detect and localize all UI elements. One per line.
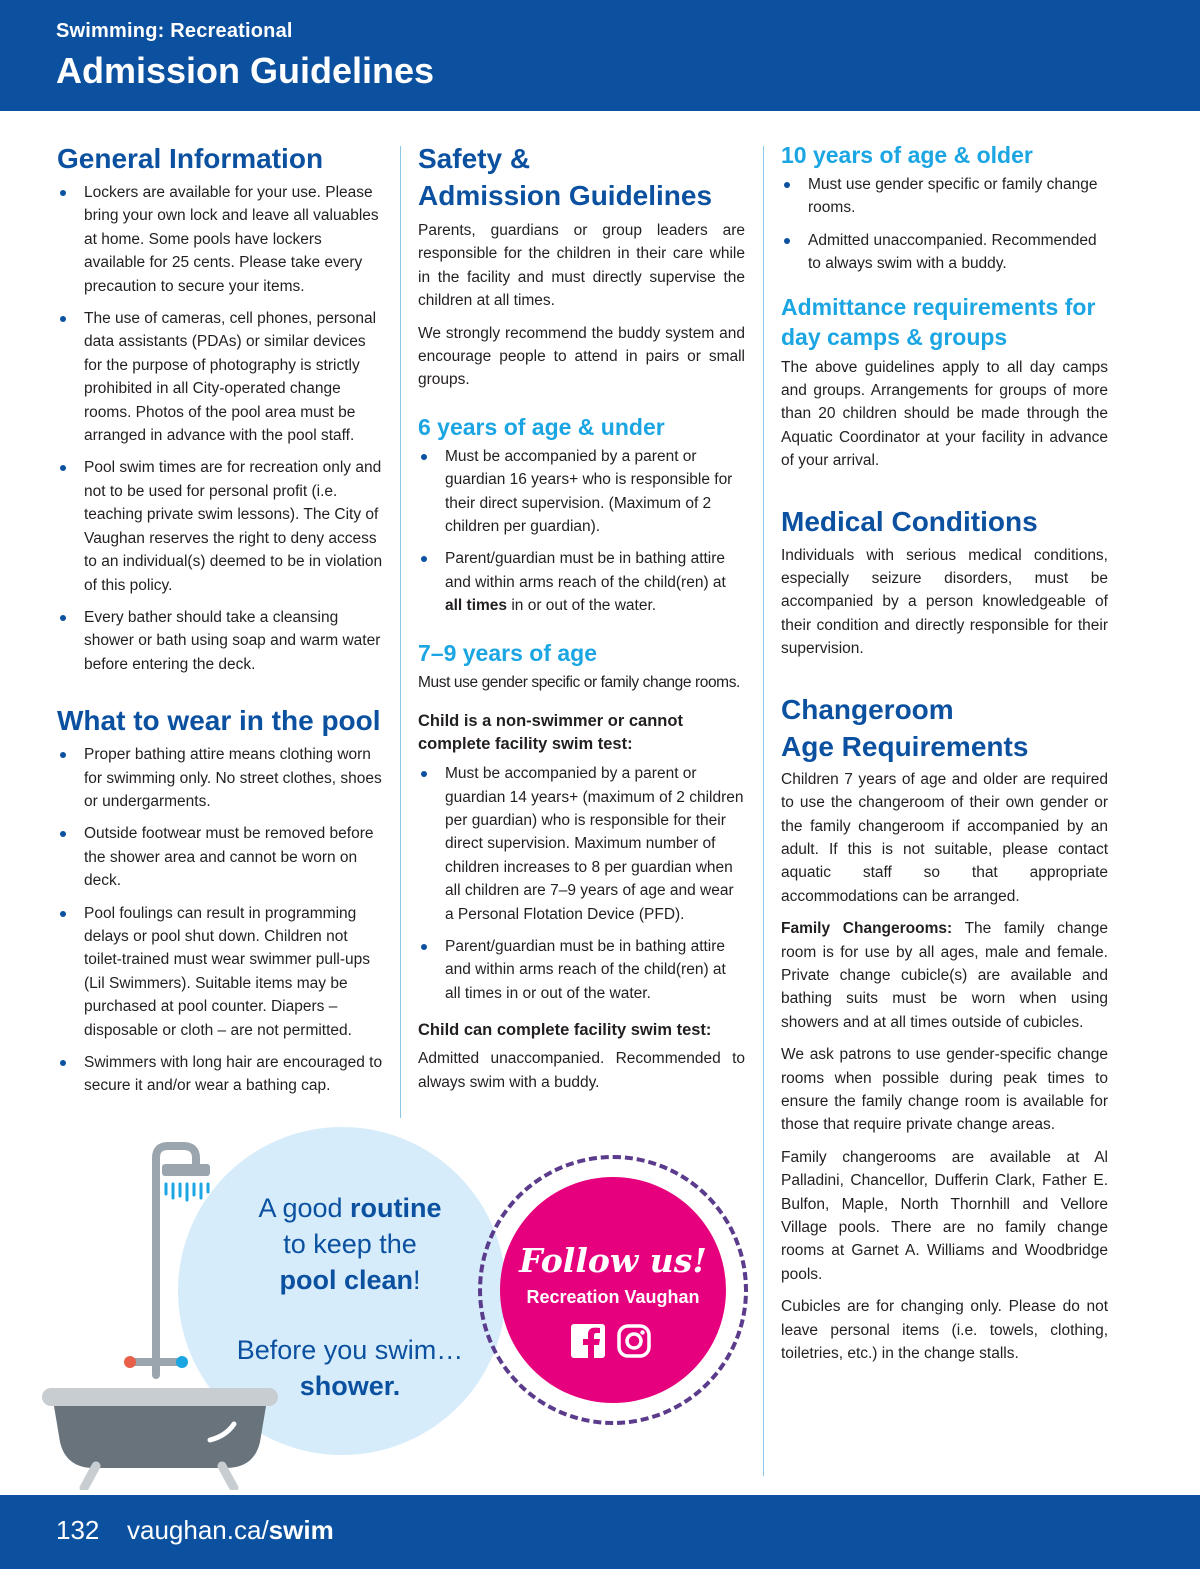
page-footer [0, 1495, 1200, 1569]
list-item: Lockers are available for your use. Please bring your own lock and leave all valuables at home. Some pools have lockers available for 25 cents. Please take every precaution to secure your items. [57, 181, 387, 298]
safety-heading-line1: Safety & [418, 143, 531, 174]
instagram-icon[interactable] [616, 1323, 652, 1359]
footer-url[interactable] [127, 1515, 334, 1546]
page-header [0, 0, 1200, 111]
list-item: Every bather should take a cleansing shower or bath using soap and warm water before entering the deck. [57, 606, 387, 676]
page-title: Admission Guidelines [56, 50, 435, 91]
promo-line: to keep the [283, 1229, 417, 1259]
follow-us-org: Recreation Vaughan [526, 1287, 700, 1307]
non-swimmer-list [418, 762, 745, 1005]
camps-heading [781, 292, 1108, 352]
column-divider [400, 146, 401, 1118]
facebook-icon[interactable] [570, 1323, 606, 1359]
what-to-wear-heading: What to wear in the pool [57, 705, 381, 737]
buddy-paragraph: We strongly recommend the buddy system and encourage people to attend in pairs or small groups. [418, 324, 745, 389]
list-item: The use of cameras, cell phones, personal data assistants (PDAs) or similar devices for the purpose of photography is strictly prohibited in all City-operated change rooms. Photos of the pool area must be arranged in advance with the pool staff. [57, 307, 387, 447]
promo-message [200, 1190, 500, 1404]
list-item: Must use gender specific or family change rooms. [781, 173, 1108, 220]
safety-heading-line2: Admission Guidelines [418, 180, 713, 211]
follow-us-title: Follow us! [519, 1241, 707, 1280]
promo-text: A good [258, 1193, 351, 1223]
seven-nine-heading: 7–9 years of age [418, 639, 598, 666]
column-left [57, 140, 387, 1107]
safety-paragraph: Parents, guardians or group leaders are responsible for the children in their care while in the facility and must directly supervise the children at all times. [418, 222, 745, 310]
promo-line [200, 1262, 500, 1298]
list-item [418, 547, 745, 617]
promo-line: Before you swim… [236, 1335, 464, 1365]
family-changeroom-label: Family Changerooms: [781, 920, 953, 938]
peak-times-paragraph: We ask patrons to use gender-specific change rooms when possible during peak times to ensure the family change room is available for those that require private change areas. [781, 1046, 1108, 1134]
list-item: Outside footwear must be removed before the shower area and cannot be worn on deck. [57, 822, 387, 892]
list-item: Must be accompanied by a parent or guardian 14 years+ (maximum of 2 children per guardian) who is responsible for their direct supervision. Maximum number of children increases to 8 per guardian when all children are 7–9 years of age and wear a Personal Flotation Device (PFD). [418, 762, 745, 926]
cubicles-paragraph: Cubicles are for changing only. Please do not leave personal items (i.e. towels, clothing, toiletries, etc.) in the change stalls. [781, 1298, 1108, 1363]
promo-text-bold: pool clean [279, 1265, 413, 1295]
what-to-wear-list [57, 743, 387, 1098]
promo-text-bold: routine [350, 1193, 442, 1223]
swimmer-paragraph: Admitted unaccompanied. Recommended to always swim with a buddy. [418, 1050, 745, 1091]
medical-heading: Medical Conditions [781, 505, 1038, 537]
list-item: Pool swim times are for recreation only and not to be used for personal profit (i.e. teaching private swim lessons). The City of Vaughan reserves the right to deny access to an individual(s) deemed to be in violation of this policy. [57, 456, 387, 596]
emphasis-text: all times [445, 597, 508, 615]
promo-line [200, 1190, 500, 1226]
column-divider [763, 146, 764, 1476]
ten-older-heading: 10 years of age & older [781, 142, 1033, 168]
changeroom-heading-line1: Changeroom [781, 693, 954, 725]
medical-paragraph: Individuals with serious medical conditions, especially seizure disorders, must be accompanied by a person knowledgeable of their condition and directly responsible for their supervision. [781, 546, 1108, 658]
list-item: Proper bathing attire means clothing worn for swimming only. No street clothes, shoes or undergarments. [57, 743, 387, 813]
swimmer-subheading: Child can complete facility swim test: [418, 1021, 712, 1040]
promo-line: shower. [299, 1371, 401, 1401]
footer-url-domain: vaughan.ca/ [127, 1515, 269, 1545]
safety-heading [418, 140, 745, 214]
list-item: Must be accompanied by a parent or guardian 16 years+ who is responsible for their direct supervision. (Maximum of 2 children per guardian). [418, 445, 745, 539]
promo-text: ! [413, 1265, 421, 1295]
list-item-text: Parent/guardian must be in bathing attire and within arms reach of the child(ren) at [445, 550, 726, 591]
footer-url-path: swim [268, 1515, 334, 1545]
list-item: Parent/guardian must be in bathing attire and within arms reach of the child(ren) at all times in or out of the water. [418, 935, 745, 1005]
locations-paragraph: Family changerooms are available at Al Palladini, Chancellor, Dufferin Clark, Father E. Bulfon, Maple, North Thornhill and Vellore Village pools. There are no family change rooms at Garnet A. Williams and Woodbridge pools. [781, 1148, 1108, 1283]
camps-heading-line2: day camps & groups [781, 323, 1008, 350]
family-changeroom-text: The family change room is for use by all ages, male and female. Private change cubicle(s) are available and bathing suits must be worn when using showers and at all times outside of cubicles. [781, 920, 1108, 1031]
general-info-list [57, 181, 387, 676]
changeroom-paragraph: Children 7 years of age and older are required to use the changeroom of their own gender or the family changeroom if accompanied by an adult. If this is not suitable, please contact aquatic staff so that appropriate accommodations can be arranged. [781, 770, 1108, 905]
list-item-text: in or out of the water. [507, 597, 657, 615]
social-icons [570, 1323, 656, 1359]
general-info-heading: General Information [57, 143, 324, 174]
seven-nine-paragraph: Must use gender specific or family change rooms. [418, 673, 740, 691]
page-number: 132 [56, 1515, 100, 1545]
camps-paragraph: The above guidelines apply to all day camps and groups. Arrangements for groups of more than 20 children should be made through the Aquatic Coordinator at your facility in advance of your arrival. [781, 358, 1108, 470]
family-changeroom-paragraph [781, 917, 1108, 1034]
changeroom-heading-line2: Age Requirements [781, 730, 1029, 762]
changeroom-heading [781, 691, 1108, 765]
six-under-heading: 6 years of age & under [418, 413, 665, 440]
list-item: Swimmers with long hair are encouraged to secure it and/or wear a bathing cap. [57, 1051, 387, 1098]
six-under-list [418, 445, 745, 618]
non-swimmer-subheading: Child is a non-swimmer or cannot complete facility swim test: [418, 712, 683, 754]
follow-us-badge[interactable] [500, 1177, 726, 1403]
list-item: Pool foulings can result in programming delays or pool shut down. Children not toilet-trained must wear swimmer pull-ups (Lil Swimmers). Suitable items may be purchased at pool counter. Diapers – disposable or cloth – are not permitted. [57, 902, 387, 1042]
column-right [781, 140, 1108, 1374]
list-item: Admitted unaccompanied. Recommended to always swim with a buddy. [781, 229, 1108, 276]
ten-older-list [781, 173, 1108, 276]
section-kicker: Swimming: Recreational [56, 20, 293, 42]
camps-heading-line1: Admittance requirements for [781, 293, 1096, 320]
column-middle [418, 140, 745, 1103]
